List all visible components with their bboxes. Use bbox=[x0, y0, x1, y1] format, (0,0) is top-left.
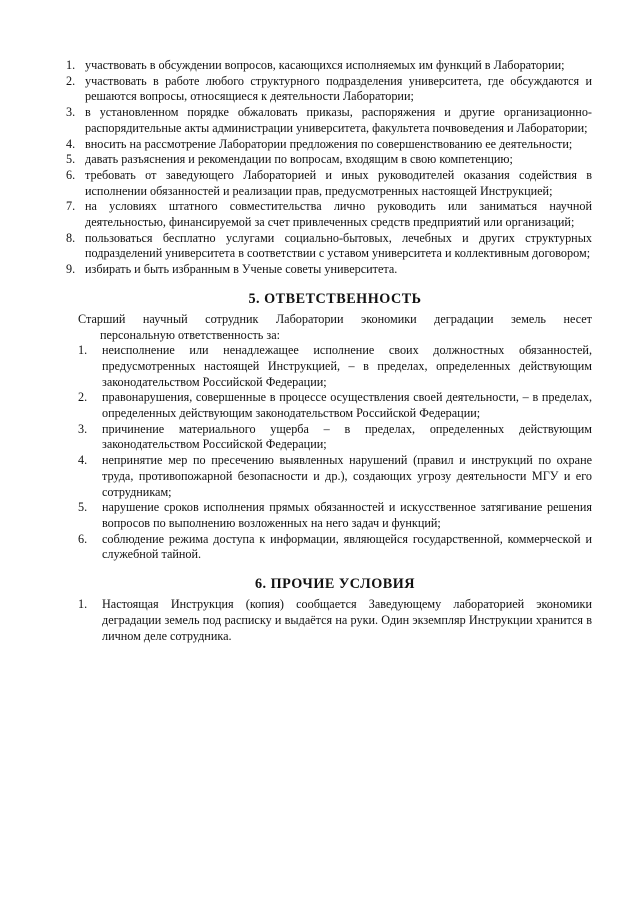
section-intro bbox=[78, 312, 592, 343]
list-item-number: 4. bbox=[78, 453, 88, 468]
list-item-text: непринятие мер по пресечению выявленных нарушений (правил и инструкций по охране труда, противопожарной безопасности и др.), создающих угрозу деятельности МГУ и его сотрудникам; bbox=[102, 453, 592, 499]
list-item-number: 3. bbox=[78, 421, 88, 436]
list-item bbox=[66, 58, 592, 74]
list-item-text: пользоваться бесплатно услугами социально-бытовых, лечебных и других структурных подразделений университета в соответствии с уставом университета и коллективным договором; bbox=[85, 230, 592, 261]
list-item-number: 1. bbox=[78, 343, 88, 358]
list-item bbox=[78, 422, 592, 453]
list-item-number: 9. bbox=[66, 262, 76, 277]
list-item bbox=[66, 152, 592, 168]
list-item bbox=[78, 343, 592, 390]
conditions-list bbox=[78, 597, 592, 644]
list-item-text: в установленном порядке обжаловать приказы, распоряжения и другие организационно-распорядительные акты администрации университета, факультета почвоведения и Лаборатории; bbox=[85, 105, 592, 135]
list-item-text: причинение материального ущерба – в пределах, определенных действующим законодательством Российской Федерации; bbox=[102, 421, 592, 452]
list-item-number: 2. bbox=[78, 390, 88, 405]
list-item-number: 7. bbox=[66, 199, 76, 214]
list-item-number: 1. bbox=[66, 58, 76, 72]
list-item-text: соблюдение режима доступа к информации, являющейся государственной, коммерческой и служебной тайной. bbox=[102, 531, 592, 562]
list-item-text: участвовать в обсуждении вопросов, касающихся исполняемых им функций в Лаборатории; bbox=[85, 58, 565, 72]
list-item-text: вносить на рассмотрение Лаборатории предложения по совершенствованию ее деятельности; bbox=[85, 136, 573, 151]
list-item-text: неисполнение или ненадлежащее исполнение своих должностных обязанностей, предусмотренных настоящей Инструкцией, – в пределах, определенных действующим законодательством Российской Федерации; bbox=[102, 343, 592, 389]
list-item-text: Настоящая Инструкция (копия) сообщается Заведующему лабораторией экономики деградации земель под расписку и выдаётся на руки. Один экземпляр Инструкции хранится в личном деле сотрудника. bbox=[102, 597, 592, 643]
section-heading: 6. ПРОЧИЕ УСЛОВИЯ bbox=[254, 576, 416, 593]
list-item bbox=[78, 532, 592, 563]
section-other-conditions bbox=[78, 575, 592, 644]
list-item-text: на условиях штатного совместительства лично руководить или заниматься научной деятельностью, финансируемой за счет привлеченных средств предприятий или организаций; bbox=[85, 199, 592, 230]
list-item-number: 5. bbox=[66, 152, 76, 167]
list-item-text: нарушение сроков исполнения прямых обязанностей и искусственное затягивание решения вопросов по выполнению возложенных на него задач и функций; bbox=[102, 500, 592, 530]
intro-line: Старший научный сотрудник Лаборатории экономики деградации земель несет bbox=[78, 311, 592, 326]
section-heading: 5. ОТВЕТСТВЕННОСТЬ bbox=[248, 290, 422, 307]
list-item-text: правонарушения, совершенные в процессе осуществления своей деятельности, – в пределах, определенных действующим законодательством Российской Федерации; bbox=[102, 390, 592, 421]
list-item-number: 6. bbox=[66, 167, 76, 182]
list-item-number: 6. bbox=[78, 531, 88, 546]
list-item-number: 1. bbox=[78, 597, 88, 612]
list-item bbox=[78, 453, 592, 500]
list-item-text: давать разъяснения и рекомендации по вопросам, входящим в свою компетенцию; bbox=[85, 152, 513, 167]
rights-list bbox=[66, 58, 592, 278]
responsibility-list bbox=[78, 343, 592, 563]
list-item bbox=[78, 597, 592, 644]
section-responsibility bbox=[78, 290, 592, 563]
list-item bbox=[66, 167, 592, 199]
list-item-number: 8. bbox=[66, 230, 76, 245]
list-item bbox=[66, 136, 592, 153]
list-item bbox=[78, 500, 592, 531]
list-item bbox=[66, 105, 592, 136]
list-item-text: требовать от заведующего Лабораторией и иных руководителей оказания содействия в исполнении обязанностей и реализации прав, предусмотренных настоящей Инструкцией; bbox=[85, 167, 592, 198]
list-item-number: 3. bbox=[66, 105, 76, 120]
list-item bbox=[66, 199, 592, 230]
list-item-text: участвовать в работе любого структурного подразделения университета, где обсуждаются и решаются вопросы, относящиеся к деятельности Лаборатории; bbox=[85, 73, 592, 104]
list-item bbox=[66, 230, 592, 262]
list-item-text: избирать и быть избранным в Ученые советы университета. bbox=[85, 262, 398, 277]
list-item bbox=[66, 73, 592, 105]
list-item-number: 4. bbox=[66, 136, 76, 151]
intro-line: персональную ответственность за: bbox=[100, 327, 281, 342]
list-item bbox=[66, 262, 592, 278]
list-item bbox=[78, 390, 592, 421]
list-item-number: 5. bbox=[78, 500, 88, 515]
list-item-number: 2. bbox=[66, 73, 76, 88]
